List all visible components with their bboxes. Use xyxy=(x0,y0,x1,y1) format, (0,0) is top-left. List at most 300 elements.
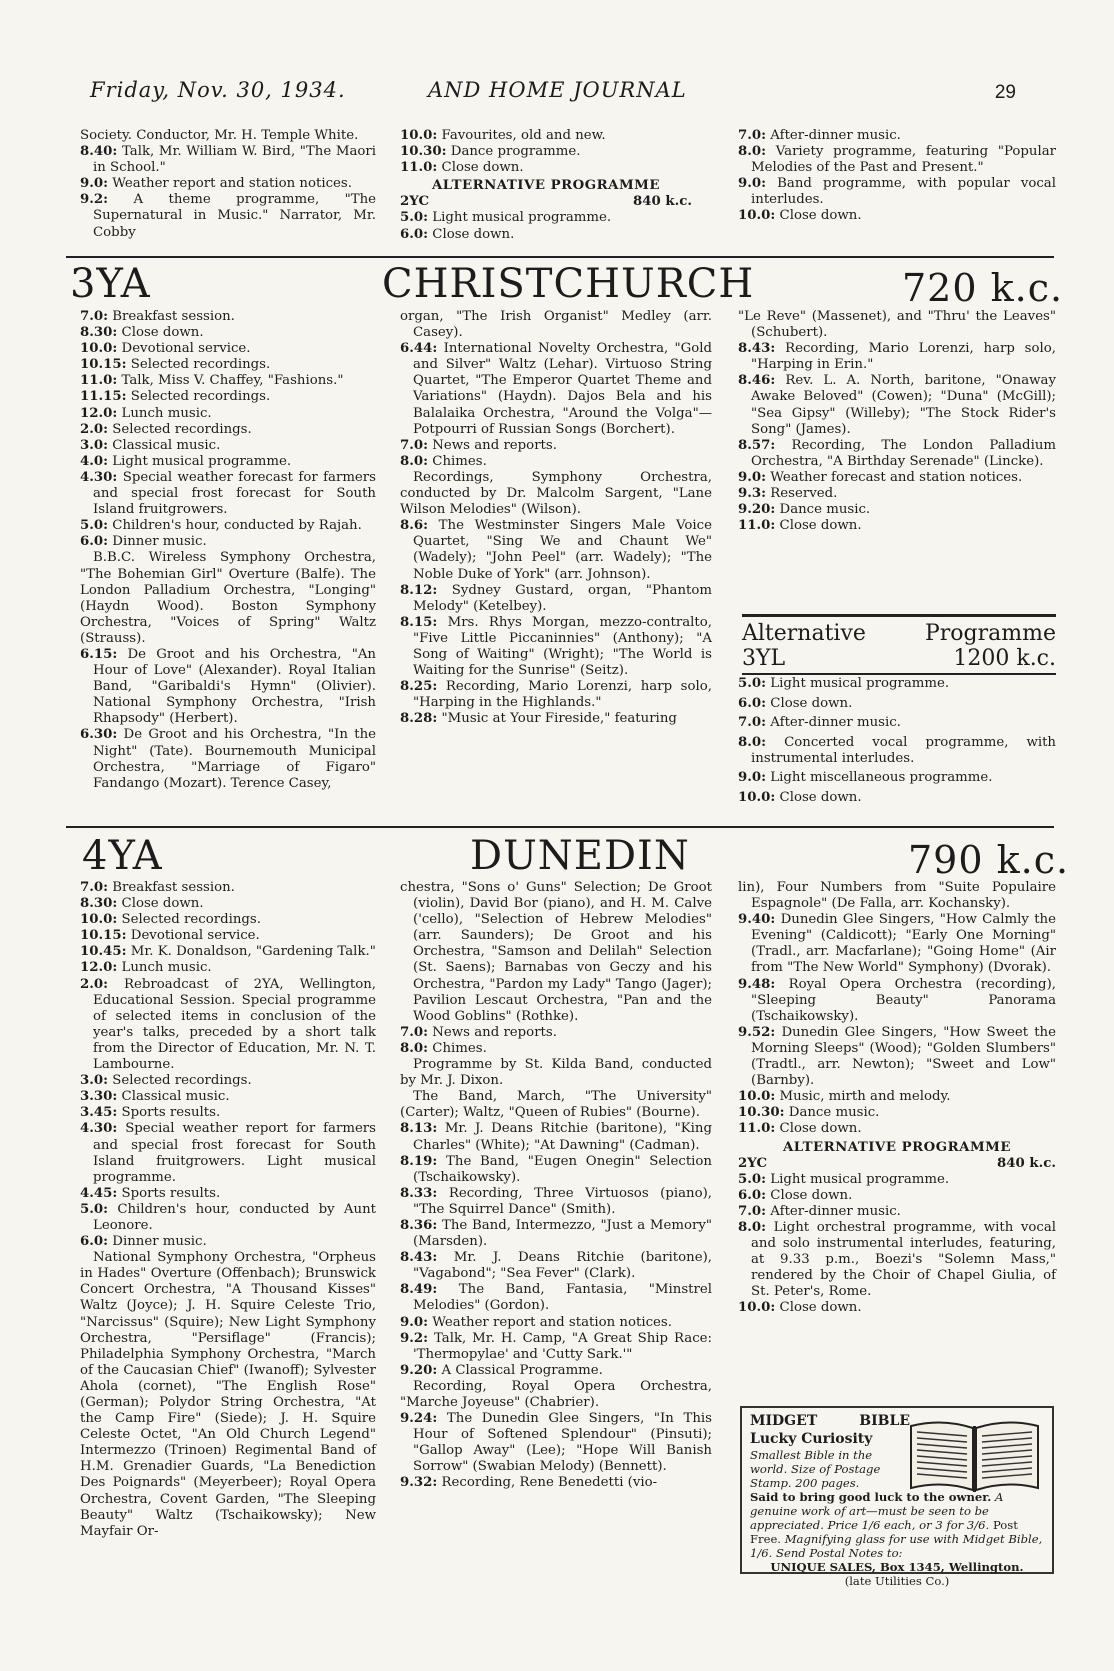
christchurch-title: CHRISTCHURCH xyxy=(382,261,755,307)
dunedin-alt-heading: ALTERNATIVE PROGRAMME xyxy=(782,1139,1012,1155)
ad-luck-text: Said to bring good luck to the owner. xyxy=(750,1490,992,1504)
programme-text: Light musical programme. xyxy=(770,676,950,691)
programme-time: 7.0: xyxy=(400,1024,429,1040)
programme-item xyxy=(738,309,1056,341)
programme-text: Sydney Gustard, organ, "Phantom Melody" (Ketelbey). xyxy=(413,582,712,614)
ad-price: Price 1/6 each, or 3 for 3/6. xyxy=(827,1518,990,1532)
programme-item xyxy=(80,325,376,341)
ad-subheading: Lucky Curiosity xyxy=(750,1431,873,1447)
programme-time: 8.19: xyxy=(400,1153,438,1169)
programme-text: Special weather report for farmers and special frost forecast for South Island fruitgrowers. Light musical programme. xyxy=(93,1121,376,1185)
programme-item xyxy=(80,880,376,896)
programme-text: Close down. xyxy=(779,790,862,806)
programme-item xyxy=(400,160,692,176)
programme-text: Variety programme, featuring "Popular Melodies of the Past and Present." xyxy=(751,144,1056,176)
programme-item xyxy=(400,711,712,727)
programme-item xyxy=(400,1363,712,1379)
programme-time: 8.57: xyxy=(738,437,776,453)
programme-time: 6.0: xyxy=(738,695,767,711)
programme-time: 10.45: xyxy=(80,944,127,960)
programme-time: 8.0: xyxy=(738,144,767,160)
christchurch-column-1 xyxy=(80,309,376,792)
programme-item xyxy=(80,1089,376,1105)
programme-text: Selected recordings. xyxy=(121,912,261,928)
programme-item xyxy=(400,144,692,160)
programme-time: 7.0: xyxy=(400,437,429,453)
programme-item xyxy=(738,1188,1056,1204)
programme-time: 11.15: xyxy=(80,389,127,405)
programme-text: After-dinner music. xyxy=(770,1203,901,1219)
programme-text: Rev. L. A. North, baritone, "Onaway Awake Beloved" (Cowen); "Duna" (McGill); "Sea Gipsy" (Willeby); "The Stock Rider's Song" (James). xyxy=(751,373,1056,437)
christchurch-station: 3YA xyxy=(70,261,151,307)
programme-item xyxy=(80,357,376,373)
programme-item xyxy=(400,679,712,711)
programme-time: 11.0: xyxy=(400,160,438,176)
programme-text: Selected recordings. xyxy=(112,1073,252,1089)
programme-text: Chimes. xyxy=(432,453,487,469)
programme-text: Lunch music. xyxy=(121,405,212,421)
programme-time: 12.0: xyxy=(80,405,118,421)
programme-item xyxy=(80,309,376,325)
programme-text: Concerted vocal programme, with instrumental interludes. xyxy=(751,734,1056,766)
programme-text: Sports results. xyxy=(121,1185,221,1201)
programme-time: 4.30: xyxy=(80,469,118,485)
programme-text: Chimes. xyxy=(432,1040,487,1056)
programme-time: 11.0: xyxy=(738,518,776,534)
programme-item xyxy=(400,583,712,615)
programme-item xyxy=(738,880,1056,912)
programme-time: 3.45: xyxy=(80,1105,118,1121)
programme-item xyxy=(738,518,1056,534)
programme-time: 6.15: xyxy=(80,646,118,662)
programme-item xyxy=(400,1282,712,1314)
programme-time: 8.28: xyxy=(400,711,438,727)
programme-text: Sports results. xyxy=(121,1105,221,1121)
programme-item xyxy=(738,1025,1056,1089)
programme-time: 6.44: xyxy=(400,341,438,357)
programme-item xyxy=(400,1041,712,1057)
programme-text: The Band, Intermezzo, "Just a Memory" (Marsden). xyxy=(413,1217,712,1250)
programme-time: 5.0: xyxy=(80,518,109,534)
programme-text: Close down. xyxy=(770,1187,853,1203)
programme-time: 9.48: xyxy=(738,976,776,992)
programme-item xyxy=(400,454,712,470)
programme-item xyxy=(80,176,376,192)
dunedin-column-3 xyxy=(738,880,1056,1317)
programme-time: 9.32: xyxy=(400,1475,438,1491)
programme-item xyxy=(80,438,376,454)
programme-time: 9.2: xyxy=(400,1330,429,1346)
alt-box-title: Alternative xyxy=(742,621,866,646)
programme-item xyxy=(738,486,1056,502)
programme-text: Selected recordings. xyxy=(130,389,271,405)
programme-time: 10.0: xyxy=(400,128,438,143)
programme-time: 10.15: xyxy=(80,357,127,373)
programme-item xyxy=(80,470,376,518)
programme-item xyxy=(80,647,376,727)
programme-item xyxy=(80,422,376,438)
dunedin-alt-frequency: 840 k.c. xyxy=(997,1155,1056,1171)
programme-item xyxy=(400,1379,712,1411)
programme-time: 8.46: xyxy=(738,373,776,389)
programme-item xyxy=(738,912,1056,976)
ad-address: UNIQUE SALES, Box 1345, Wellington. xyxy=(770,1560,1024,1574)
programme-text: Classical music. xyxy=(121,1089,230,1105)
programme-item xyxy=(400,128,692,144)
programme-time: 8.13: xyxy=(400,1121,438,1137)
christchurch-column-2 xyxy=(400,309,712,727)
top-left-column xyxy=(80,128,376,241)
programme-time: 8.0: xyxy=(400,1040,429,1056)
programme-text: Mr. K. Donaldson, "Gardening Talk." xyxy=(130,944,376,960)
dunedin-frequency: 790 k.c. xyxy=(908,838,1070,882)
programme-text: Programme by St. Kilda Band, conducted by Mr. J. Dixon. xyxy=(400,1057,712,1089)
programme-item xyxy=(400,1057,712,1089)
programme-item xyxy=(400,880,712,1025)
programme-item xyxy=(738,715,1056,731)
programme-text: Band programme, with popular vocal interludes. xyxy=(751,176,1056,208)
programme-item xyxy=(738,128,1056,144)
programme-item xyxy=(80,518,376,534)
programme-text: Mr. J. Deans Ritchie (baritone), "Vagabond"; "Sea Fever" (Clark). xyxy=(413,1250,712,1282)
programme-item xyxy=(738,502,1056,518)
christchurch-column-3 xyxy=(738,309,1056,534)
programme-text: Close down. xyxy=(779,1300,862,1316)
programme-item xyxy=(738,1121,1056,1137)
programme-time: 9.0: xyxy=(738,176,767,192)
programme-text: Children's hour, conducted by Rajah. xyxy=(112,518,362,534)
ad-heading-word-2: BIBLE xyxy=(859,1413,910,1429)
open-bible-icon xyxy=(907,1416,1042,1494)
programme-item xyxy=(80,1202,376,1234)
programme-text: Lunch music. xyxy=(121,960,212,976)
programme-text: organ, "The Irish Organist" Medley (arr. Casey). xyxy=(400,309,712,341)
programme-item xyxy=(80,912,376,928)
programme-item xyxy=(400,309,712,341)
programme-text: The Dunedin Glee Singers, "In This Hour of Softened Splendour" (Pinsuti); "Gallop Away" (Lee); "Hope Will Banish Sorrow" (Swabian Melody) (Bennett). xyxy=(413,1411,712,1475)
programme-text: Weather report and station notices. xyxy=(432,1314,672,1330)
section-divider xyxy=(66,826,1054,828)
programme-time: 4.30: xyxy=(80,1121,118,1137)
top-middle-column xyxy=(400,128,692,243)
programme-time: 5.0: xyxy=(738,676,767,691)
programme-time: 10.0: xyxy=(80,912,118,928)
programme-item xyxy=(738,470,1056,486)
programme-text: Dance programme. xyxy=(450,144,581,160)
programme-time: 8.0: xyxy=(738,1219,767,1235)
programme-item xyxy=(80,373,376,389)
programme-item xyxy=(80,1250,376,1540)
programme-text: Recording, Mario Lorenzi, harp solo, "Harping in the Highlands." xyxy=(413,679,712,711)
programme-text: News and reports. xyxy=(432,1024,557,1040)
programme-text: The Band, Fantasia, "Minstrel Melodies" (Gordon). xyxy=(413,1282,712,1314)
programme-item xyxy=(80,550,376,647)
programme-item xyxy=(400,227,692,243)
programme-item xyxy=(80,534,376,550)
programme-text: Recording, Three Virtuosos (piano), "The Squirrel Dance" (Smith). xyxy=(413,1185,713,1217)
programme-text: After-dinner music. xyxy=(770,715,901,731)
programme-item xyxy=(738,1105,1056,1121)
programme-item xyxy=(80,960,376,976)
programme-text: Close down. xyxy=(779,208,862,224)
ad-text-block xyxy=(750,1412,910,1490)
programme-item xyxy=(400,1411,712,1475)
programme-time: 9.0: xyxy=(400,1314,429,1330)
programme-text: Favourites, old and new. xyxy=(441,128,606,143)
programme-text: Close down. xyxy=(121,325,204,341)
programme-time: 3.0: xyxy=(80,437,109,453)
midget-bible-advertisement xyxy=(740,1406,1054,1588)
programme-text: Devotional service. xyxy=(130,928,260,944)
programme-text: De Groot and his Orchestra, "In the Night" (Tate). Bournemouth Municipal Orchestra, "Marriage of Figaro" Fandango (Mozart). Terence Casey, xyxy=(93,727,377,791)
programme-item xyxy=(80,128,376,144)
alt-box-title-2: Programme xyxy=(924,621,1056,646)
programme-time: 9.3: xyxy=(738,486,767,502)
programme-text: International Novelty Orchestra, "Gold and Silver" Waltz (Lehar). Virtuoso String Quartet, "The Emperor Quartet Theme and Variations" (Haydn). Dajos Bela and his Balalaika Orchestra, "Around the Volga"—Potpourri of Russian Songs (Borchert). xyxy=(413,341,712,437)
programme-time: 7.0: xyxy=(738,715,767,731)
programme-item xyxy=(400,1025,712,1041)
programme-item xyxy=(400,470,712,518)
programme-time: 9.0: xyxy=(738,770,767,786)
alt-box-frequency: 1200 k.c. xyxy=(953,646,1056,671)
programme-time: 8.6: xyxy=(400,518,429,534)
programme-item xyxy=(400,1186,712,1218)
programme-time: 6.30: xyxy=(80,727,118,743)
programme-time: 10.0: xyxy=(738,1089,776,1105)
programme-item xyxy=(738,770,1056,786)
programme-item xyxy=(80,928,376,944)
programme-time: 9.24: xyxy=(400,1411,438,1427)
programme-text: Close down. xyxy=(432,226,515,242)
programme-text: Dance music. xyxy=(779,502,871,518)
programme-text: A Classical Programme. xyxy=(441,1362,603,1378)
programme-time: 9.2: xyxy=(80,192,109,208)
programme-text: "Music at Your Fireside," featuring xyxy=(441,711,677,727)
dunedin-alt-station-row xyxy=(738,1156,1056,1172)
programme-time: 9.20: xyxy=(400,1362,438,1378)
programme-item xyxy=(400,1250,712,1282)
programme-text: lin), Four Numbers from "Suite Populaire Espagnole" (De Falla, arr. Kochansky). xyxy=(738,880,1056,912)
programme-time: 3.30: xyxy=(80,1089,118,1105)
programme-item xyxy=(80,1234,376,1250)
dunedin-column-1 xyxy=(80,880,376,1540)
programme-item xyxy=(80,1073,376,1089)
programme-item xyxy=(738,373,1056,437)
ad-late-company: (late Utilities Co.) xyxy=(844,1574,950,1588)
programme-item xyxy=(400,1121,712,1153)
programme-text: The Band, March, "The University" (Carter); Waltz, "Queen of Rubies" (Bourne). xyxy=(400,1089,712,1121)
programme-item xyxy=(400,341,712,438)
ad-magnifying-glass: Magnifying glass for use with Midget Bible, 1/6. Send Postal Notes to: xyxy=(750,1532,1043,1560)
header-date: Friday, Nov. 30, 1934. xyxy=(90,78,346,102)
programme-time: 8.15: xyxy=(400,614,438,630)
programme-item xyxy=(80,1186,376,1202)
programme-text: Light musical programme. xyxy=(112,453,292,469)
alt-box-station: 3YL xyxy=(742,646,786,671)
programme-time: 10.30: xyxy=(400,144,447,160)
programme-text: Talk, Mr. H. Camp, "A Great Ship Race: 'Thermopylae' and 'Cutty Sark.'" xyxy=(413,1330,712,1362)
programme-item xyxy=(80,144,376,176)
programme-text: Special weather forecast for farmers and special frost forecast for South Island fruitgrowers. xyxy=(93,469,376,518)
programme-time: 5.0: xyxy=(738,1171,767,1187)
programme-time: 9.40: xyxy=(738,912,776,928)
programme-time: 8.43: xyxy=(400,1250,438,1266)
dunedin-title: DUNEDIN xyxy=(470,833,690,879)
programme-item xyxy=(400,1218,712,1250)
programme-item xyxy=(80,944,376,960)
christchurch-frequency: 720 k.c. xyxy=(902,266,1064,310)
section-divider xyxy=(66,256,1054,258)
programme-item xyxy=(738,176,1056,208)
programme-time: 11.0: xyxy=(80,373,118,389)
programme-time: 8.36: xyxy=(400,1217,438,1233)
programme-time: 4.45: xyxy=(80,1185,118,1201)
programme-time: 8.30: xyxy=(80,325,118,341)
programme-text: The Band, "Eugen Onegin" Selection (Tschaikowsky). xyxy=(413,1153,712,1185)
programme-time: 12.0: xyxy=(80,960,118,976)
programme-item xyxy=(738,1204,1056,1220)
programme-text: The Westminster Singers Male Voice Quartet, "Sing We and Chaunt We" (Wadely); "John Peel" (arr. Wadely); "The Noble Duke of York" (arr. Johnson). xyxy=(413,518,712,582)
alt-station: 2YC xyxy=(400,194,430,210)
programme-item xyxy=(80,406,376,422)
programme-text: Close down. xyxy=(779,1121,862,1137)
programme-item xyxy=(738,790,1056,806)
programme-time: 8.0: xyxy=(400,453,429,469)
programme-text: Recording, Rene Benedetti (vio- xyxy=(441,1475,658,1491)
ad-art-text: A genuine work of art—must be seen to be appreciated. xyxy=(750,1490,1004,1532)
programme-text: Classical music. xyxy=(112,437,221,453)
programme-text: De Groot and his Orchestra, "An Hour of Love" (Alexander). Royal Italian Band, "Garibaldi's Hymn" (Olivier). National Symphony Orchestra, "Irish Rhapsody" (Herbert). xyxy=(93,646,376,727)
ad-heading xyxy=(750,1412,910,1430)
top-right-column xyxy=(738,128,1056,225)
programme-item xyxy=(80,896,376,912)
programme-text: Recordings, Symphony Orchestra, conducted by Dr. Malcolm Sargent, "Lane Wilson Melodies" (Wilson). xyxy=(400,469,712,518)
programme-text: A theme programme, "The Supernatural in Music." Narrator, Mr. Cobby xyxy=(93,192,377,240)
programme-text: Dinner music. xyxy=(112,534,207,550)
programme-text: Mr. J. Deans Ritchie (baritone), "King Charles" (White); "At Dawning" (Cadman). xyxy=(413,1121,712,1153)
programme-time: 8.0: xyxy=(738,734,767,750)
programme-time: 7.0: xyxy=(738,128,767,143)
programme-text: Weather forecast and station notices. xyxy=(770,469,1023,485)
top-middle-list xyxy=(400,128,692,176)
programme-text: Breakfast session. xyxy=(112,880,235,895)
programme-text: Breakfast session. xyxy=(112,309,235,324)
programme-text: Music, mirth and melody. xyxy=(779,1089,951,1105)
programme-text: Dance music. xyxy=(788,1105,880,1121)
programme-time: 10.0: xyxy=(80,341,118,357)
programme-time: 6.0: xyxy=(400,226,429,242)
programme-time: 9.52: xyxy=(738,1024,776,1040)
programme-time: 8.40: xyxy=(80,144,118,160)
programme-time: 8.12: xyxy=(400,582,438,598)
programme-time: 6.0: xyxy=(80,534,109,550)
programme-time: 3.0: xyxy=(80,1073,109,1089)
programme-text: Talk, Miss V. Chaffey, "Fashions." xyxy=(121,373,344,389)
programme-text: After-dinner music. xyxy=(770,128,901,143)
programme-text: Dinner music. xyxy=(112,1234,207,1250)
top-middle-alt-list xyxy=(400,210,692,242)
programme-text: Recording, Mario Lorenzi, harp solo, "Harping in Erin." xyxy=(751,341,1056,373)
programme-item xyxy=(400,615,712,679)
programme-time: 8.30: xyxy=(80,896,118,912)
programme-text: Reserved. xyxy=(770,486,838,502)
programme-item xyxy=(738,144,1056,176)
programme-item xyxy=(80,341,376,357)
programme-time: 10.0: xyxy=(738,208,776,224)
dunedin-alt-station: 2YC xyxy=(738,1155,768,1171)
programme-item xyxy=(738,1089,1056,1105)
programme-time: 2.0: xyxy=(80,976,109,992)
alt-programme-heading: ALTERNATIVE PROGRAMME xyxy=(431,178,661,194)
programme-text: Devotional service. xyxy=(121,341,251,357)
programme-text: Mrs. Rhys Morgan, mezzo-contralto, "Five Little Piccaninnies" (Anthony); "A Song of Waiting" (Wright); "The World is Waiting for the Sunrise" (Seitz). xyxy=(413,614,712,679)
programme-item xyxy=(400,1315,712,1331)
programme-item xyxy=(738,676,1056,692)
programme-item xyxy=(400,1089,712,1121)
programme-time: 10.0: xyxy=(738,1300,776,1316)
dunedin-station: 4YA xyxy=(82,833,163,879)
ad-description: Smallest Bible in the world. Size of Postage Stamp. 200 pages. xyxy=(750,1448,881,1490)
programme-item xyxy=(738,977,1056,1025)
programme-item xyxy=(400,210,692,226)
ad-post-free: Post Free. xyxy=(750,1518,1018,1546)
programme-text: Selected recordings. xyxy=(112,421,252,437)
programme-item xyxy=(738,1172,1056,1188)
programme-item xyxy=(80,1121,376,1185)
programme-item xyxy=(400,1475,712,1491)
programme-text: Talk, Mr. William W. Bird, "The Maori in School." xyxy=(93,144,377,176)
programme-item xyxy=(738,208,1056,224)
programme-time: 8.49: xyxy=(400,1282,438,1298)
ad-heading-word-1: MIDGET xyxy=(750,1413,818,1429)
programme-text: Rebroadcast of 2YA, Wellington, Educational Session. Special programme of selected items in conclusion of the year's talks, preceded by a short talk from the Director of Education, Mr. N. T. Lambourne. xyxy=(93,976,376,1073)
alt-box-title-row xyxy=(742,621,1056,646)
programme-time: 4.0: xyxy=(80,453,109,469)
programme-text: National Symphony Orchestra, "Orpheus in Hades" Overture (Offenbach); Brunswick Concert Orchestra, "A Thousand Kisses" Waltz (Joyce); J. H. Squire Celeste Trio, "Narcissus" (Squire); New Light Symphony Orchestra, "Persiflage" (Francis); Philadelphia Symphony Orchestra, "March of the Caucasian Chief" (Iwanoff); Sylvester Ahola (cornet), "The English Rose" (German); Polydor String Orchestra, "At the Camp Fire" (Siede); J. H. Squire Celeste Octet, "An Old Church Legend" Intermezzo (Trinoen) Regimental Band of H.M. Grenadier Guards, "La Benediction Des Poignards" (Meyerbeer); Royal Opera Orchestra, Covent Garden, "The Sleeping Beauty" Waltz (Tschaikowsky); New Mayfair Or- xyxy=(80,1250,376,1539)
programme-item xyxy=(80,192,376,240)
programme-text: Close down. xyxy=(121,896,204,912)
programme-item xyxy=(738,696,1056,712)
programme-time: 8.33: xyxy=(400,1185,438,1201)
programme-time: 9.0: xyxy=(80,176,109,192)
programme-time: 5.0: xyxy=(80,1201,109,1217)
programme-item xyxy=(80,454,376,470)
programme-text: Light miscellaneous programme. xyxy=(770,770,993,786)
programme-item xyxy=(80,977,376,1074)
programme-text: Dunedin Glee Singers, "How Sweet the Morning Sleeps" (Wood); "Golden Slumbers" (Tradtl., arr. Newton); "Sweet and Low" (Barnby). xyxy=(751,1024,1056,1089)
christchurch-alt-list xyxy=(738,676,1056,810)
programme-text: B.B.C. Wireless Symphony Orchestra, "The Bohemian Girl" Overture (Balfe). The London Palladium Orchestra, "Longing" (Haydn Wood). Boston Symphony Orchestra, "Voices of Spring" Waltz (Strauss). xyxy=(80,550,376,646)
programme-time: 11.0: xyxy=(738,1121,776,1137)
alt-frequency: 840 k.c. xyxy=(633,194,692,210)
programme-time: 7.0: xyxy=(80,309,109,324)
programme-text: "Le Reve" (Massenet), and "Thru' the Leaves" (Schubert). xyxy=(738,309,1056,341)
programme-item xyxy=(738,438,1056,470)
programme-item xyxy=(738,1220,1056,1300)
programme-text: News and reports. xyxy=(432,437,557,453)
programme-text: Light musical programme. xyxy=(432,210,612,226)
programme-text: Close down. xyxy=(779,518,862,534)
programme-time: 8.25: xyxy=(400,679,438,695)
programme-time: 2.0: xyxy=(80,421,109,437)
alternative-programme-box xyxy=(742,614,1056,675)
programme-text: Society. Conductor, Mr. H. Temple White. xyxy=(80,128,359,143)
programme-time: 6.0: xyxy=(738,1187,767,1203)
programme-time: 10.15: xyxy=(80,928,127,944)
dunedin-column-2 xyxy=(400,880,712,1492)
programme-time: 7.0: xyxy=(80,880,109,895)
page-number: 29 xyxy=(994,82,1016,103)
